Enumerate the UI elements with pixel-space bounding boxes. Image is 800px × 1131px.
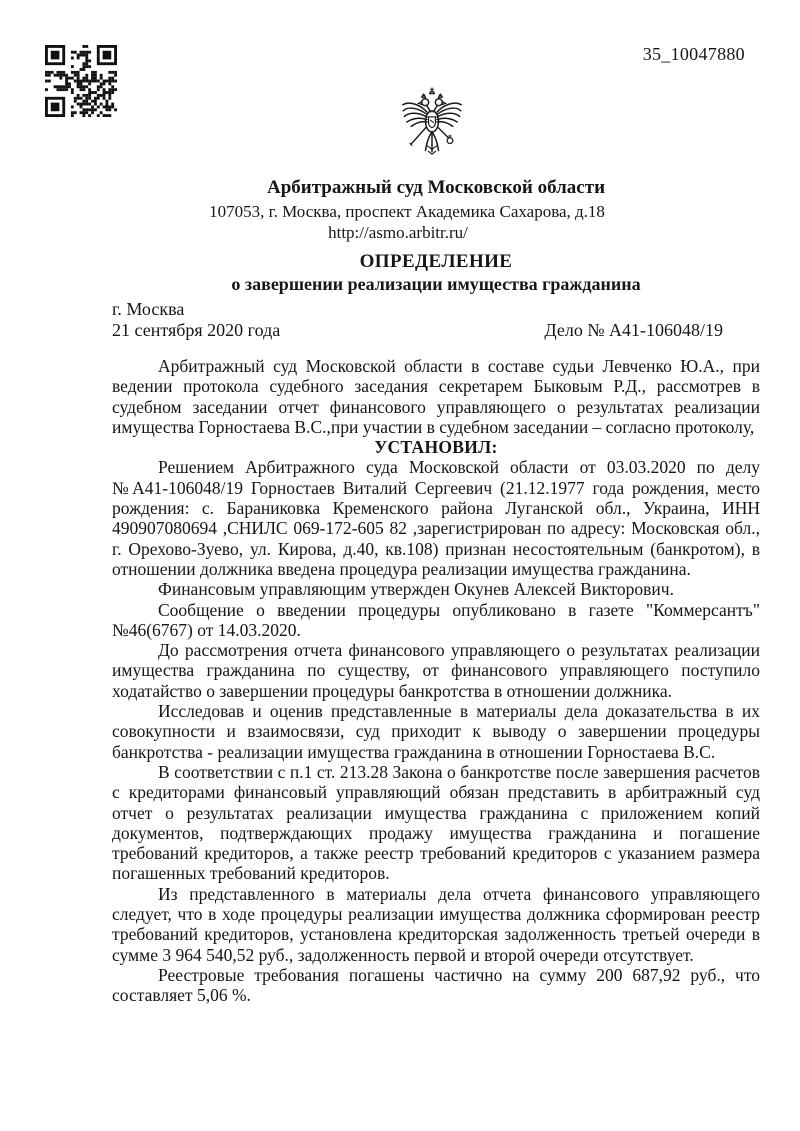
qr-code [45, 45, 117, 117]
paragraph: Из представленного в материалы дела отчета финансового управляющего следует, что в ходе процедуры реализации имущества должника сформирован реестр требований кредиторов, установлена кредиторская задолженность третьей очереди в сумме 3 964 540,52 руб., задолженность первой и второй очереди отсутствует. [112, 883, 760, 965]
paragraph: Сообщение о введении процедуры опубликовано в газете "Коммерсантъ" №46(6767) от 14.03.2020. [112, 599, 760, 640]
intro-paragraph: Арбитражный суд Московской области в составе судьи Левченко Ю.А., при ведении протокола судебного заседания секретарем Быковым Р.Д., рассмотрев в судебном заседании отчет финансового управляющего о результатах реализации имущества Горностаева В.С.,при участии в судебном заседании – согласно протоколу, [112, 356, 760, 437]
document-meta [112, 299, 760, 341]
court-name: Арбитражный суд Московской области [266, 177, 606, 198]
paragraph: Реестровые требования погашены частично на сумму 200 687,92 руб., что составляет 5,06 %. [112, 964, 760, 1006]
date-label: 21 сентября 2020 года [112, 320, 281, 340]
document-subtitle: о завершении реализации имущества гражданина [231, 274, 641, 294]
paragraph: В соответствии с п.1 ст. 213.28 Закона о банкротстве после завершения расчетов с кредиторами финансовый управляющий обязан представить в арбитражный суд отчет о результатах реализации имущества гражданина с приложением копий документов, подтверждающих продажу имущества гражданина и погашение требований кредиторов, а также реестр требований кредиторов с указанием размера погашенных требований кредиторов. [112, 761, 760, 884]
resolution-heading: УСТАНОВИЛ: [374, 437, 498, 458]
document-number: 35_10047880 [642, 44, 745, 64]
russian-coat-of-arms-icon [401, 83, 463, 171]
paragraph: Финансовым управляющим утвержден Окунев Алексей Викторович. [158, 579, 674, 600]
document-body [112, 356, 760, 1006]
paragraph: Решением Арбитражного суда Московской области от 03.03.2020 по делу №А41-106048/19 Горностаев Виталий Сергеевич (21.12.1977 года рождения, место рождения: с. Бараниковка Кременского района Луганской обл., Украина, ИНН 490907080694 ,СНИЛС 069-172-605 82 ,зарегистрирован по адресу: Московская обл., г. Орехово-Зуево, ул. Кирова, д.40, кв.108) признан несостоятельным (банкротом), в отношении должника введена процедура реализации имущества гражданина. [112, 457, 760, 579]
paragraph: Исследовав и оценив представленные в материалы дела доказательства в их совокупности и взаимосвязи, суд приходит к выводу о завершении процедуры банкротства - реализации имущества гражданина в отношении Горностаева В.С. [112, 701, 760, 762]
place-label: г. Москва [112, 299, 185, 319]
court-address: 107053, г. Москва, проспект Академика Сахарова, д.18 [209, 202, 605, 221]
paragraph: До рассмотрения отчета финансового управляющего о результатах реализации имущества гражданина по существу, от финансового управляющего поступило ходатайство о завершении процедуры банкротства в отношении должника. [112, 640, 760, 701]
document-content [112, 177, 760, 1006]
case-number: Дело № А41-106048/19 [544, 320, 723, 340]
document-title: ОПРЕДЕЛЕНИЕ [359, 251, 513, 272]
court-website: http://asmo.arbitr.ru/ [328, 223, 468, 242]
